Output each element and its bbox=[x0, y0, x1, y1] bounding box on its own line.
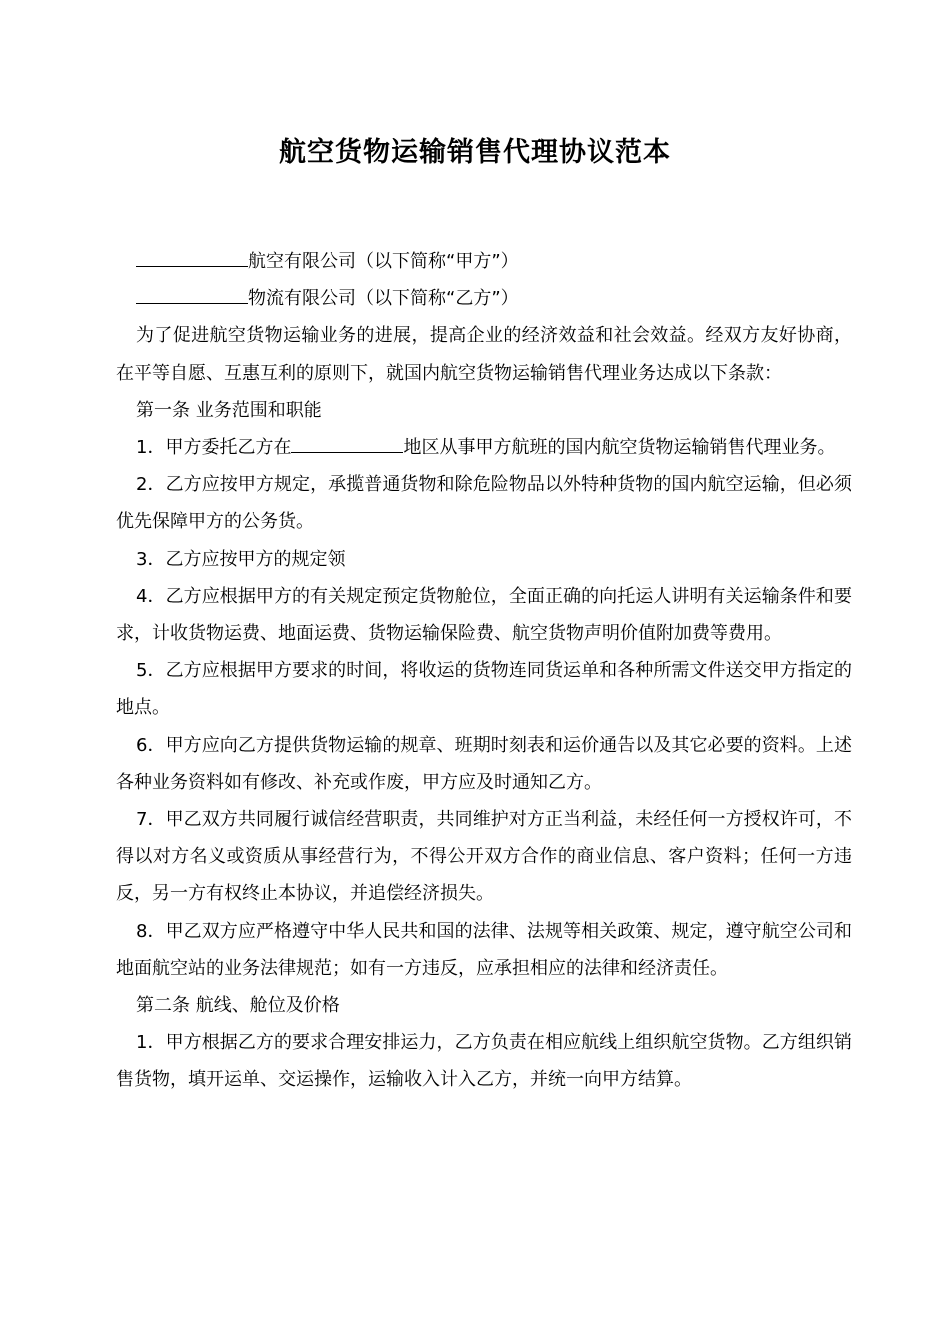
article-1-item-3: 3．乙方应按甲方的规定领 bbox=[136, 548, 346, 570]
document-title: 航空货物运输销售代理协议范本 bbox=[279, 137, 671, 168]
article-1-item-1-prefix: 1．甲方委托乙方在 bbox=[136, 437, 292, 459]
article-1-item-7: 7．甲乙双方共同履行诚信经营职责，共同维护对方正当利益，未经任何一方授权许可，不得以对方名义或资质从事经营行为，不得公开双方合作的商业信息、客户资料；任何一方违反，另一方有权终止本协议，并追偿经济损失。 bbox=[116, 809, 852, 905]
party-a-blank bbox=[136, 246, 248, 267]
party-b-blank bbox=[136, 283, 248, 304]
region-blank bbox=[291, 432, 403, 453]
article-1-item-5: 5．乙方应根据甲方要求的时间，将收运的货物连同货运单和各种所需文件送交甲方指定的地点。 bbox=[116, 660, 852, 719]
party-b-text: 物流有限公司（以下简称“乙方”） bbox=[248, 288, 519, 310]
party-a-text: 航空有限公司（以下简称“甲方”） bbox=[248, 251, 519, 272]
article-1-heading: 第一条 业务范围和职能 bbox=[136, 399, 322, 421]
preamble-paragraph: 为了促进航空货物运输业务的进展，提高企业的经济效益和社会效益。经双方友好协商，在平等自愿、互惠互利的原则下，就国内航空货物运输销售代理业务达成以下条款： bbox=[116, 325, 852, 384]
article-1-item-2: 2．乙方应按甲方规定，承揽普通货物和除危险物品以外特种货物的国内航空运输，但必须优先保障甲方的公务货。 bbox=[116, 474, 852, 533]
party-b-line bbox=[116, 280, 852, 317]
document-body bbox=[116, 243, 852, 1099]
article-1-item-8: 8．甲乙双方应严格遵守中华人民共和国的法律、法规等相关政策、规定，遵守航空公司和地面航空站的业务法律规范；如有一方违反，应承担相应的法律和经济责任。 bbox=[116, 920, 852, 979]
article-1-item-4: 4．乙方应根据甲方的有关规定预定货物舱位，全面正确的向托运人讲明有关运输条件和要求，计收货物运费、地面运费、货物运输保险费、航空货物声明价值附加费等费用。 bbox=[116, 585, 852, 645]
article-2-item-1: 1．甲方根据乙方的要求合理安排运力，乙方负责在相应航线上组织航空货物。乙方组织销售货物，填开运单、交运操作，运输收入计入乙方，并统一向甲方结算。 bbox=[116, 1032, 852, 1091]
party-a-line bbox=[116, 243, 852, 280]
article-1-item-1-suffix: 地区从事甲方航班的国内航空货物运输销售代理业务。 bbox=[403, 437, 836, 459]
article-2-heading: 第二条 航线、舱位及价格 bbox=[136, 995, 340, 1017]
article-1-item-6: 6．甲方应向乙方提供货物运输的规章、班期时刻表和运价通告以及其它必要的资料。上述各种业务资料如有修改、补充或作废，甲方应及时通知乙方。 bbox=[116, 734, 852, 793]
article-1-item-1 bbox=[116, 429, 852, 466]
